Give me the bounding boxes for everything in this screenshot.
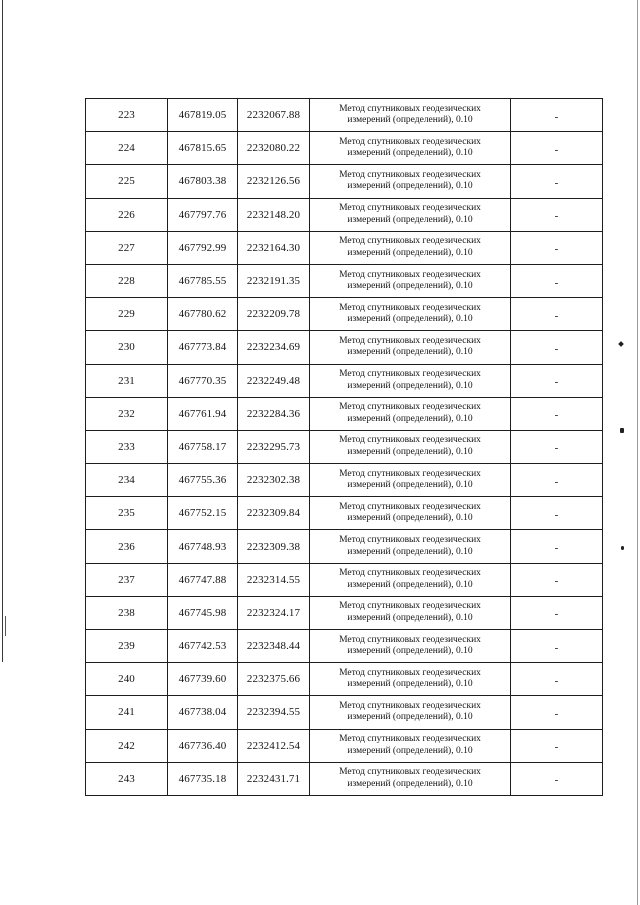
table-row	[86, 331, 603, 364]
method-cell	[310, 397, 511, 430]
table-row	[86, 99, 603, 132]
y-coordinate-cell: 2232234.69	[238, 331, 310, 364]
x-coordinate-cell: 467770.35	[168, 364, 238, 397]
method-text-line: измерений (определений), 0.10	[347, 745, 473, 756]
method-cell	[310, 264, 511, 297]
note-cell: -	[511, 165, 603, 198]
x-coordinate-cell: 467792.99	[168, 231, 238, 264]
y-coordinate-cell: 2232302.38	[238, 464, 310, 497]
y-coordinate-cell: 2232314.55	[238, 563, 310, 596]
y-coordinate-cell: 2232080.22	[238, 132, 310, 165]
method-text-line: Метод спутниковых геодезических	[339, 501, 481, 512]
x-coordinate-cell: 467745.98	[168, 596, 238, 629]
table-row	[86, 397, 603, 430]
x-coordinate-cell: 467780.62	[168, 298, 238, 331]
method-text-line: Метод спутниковых геодезических	[339, 601, 481, 612]
coordinates-table	[85, 98, 603, 796]
method-text-line: Метод спутниковых геодезических	[339, 435, 481, 446]
method-cell	[310, 762, 511, 795]
method-text-line: измерений (определений), 0.10	[347, 579, 473, 590]
note-cell: -	[511, 231, 603, 264]
y-coordinate-cell: 2232191.35	[238, 264, 310, 297]
point-number-cell: 240	[86, 663, 168, 696]
method-text-line: измерений (определений), 0.10	[347, 778, 473, 789]
y-coordinate-cell: 2232394.55	[238, 696, 310, 729]
x-coordinate-cell: 467803.38	[168, 165, 238, 198]
y-coordinate-cell: 2232348.44	[238, 630, 310, 663]
method-cell	[310, 663, 511, 696]
note-cell: -	[511, 663, 603, 696]
scan-artifact-left-line	[2, 0, 3, 662]
y-coordinate-cell: 2232309.38	[238, 530, 310, 563]
scan-artifact-mark	[620, 428, 624, 433]
method-cell	[310, 530, 511, 563]
method-cell	[310, 630, 511, 663]
x-coordinate-cell: 467739.60	[168, 663, 238, 696]
method-text-line: измерений (определений), 0.10	[347, 347, 473, 358]
coordinates-table-body	[86, 99, 603, 796]
method-text-line: измерений (определений), 0.10	[347, 480, 473, 491]
method-text-line: Метод спутниковых геодезических	[339, 302, 481, 313]
x-coordinate-cell: 467819.05	[168, 99, 238, 132]
note-cell: -	[511, 364, 603, 397]
method-text-line: Метод спутниковых геодезических	[339, 203, 481, 214]
method-text-line: Метод спутниковых геодезических	[339, 369, 481, 380]
x-coordinate-cell: 467815.65	[168, 132, 238, 165]
method-text-line: Метод спутниковых геодезических	[339, 634, 481, 645]
x-coordinate-cell: 467755.36	[168, 464, 238, 497]
method-cell	[310, 696, 511, 729]
table-row	[86, 630, 603, 663]
method-text-line: измерений (определений), 0.10	[347, 546, 473, 557]
point-number-cell: 226	[86, 198, 168, 231]
point-number-cell: 231	[86, 364, 168, 397]
x-coordinate-cell: 467752.15	[168, 497, 238, 530]
method-cell	[310, 596, 511, 629]
method-text-line: Метод спутниковых геодезических	[339, 335, 481, 346]
table-row	[86, 165, 603, 198]
point-number-cell: 233	[86, 430, 168, 463]
x-coordinate-cell: 467742.53	[168, 630, 238, 663]
note-cell: -	[511, 132, 603, 165]
point-number-cell: 242	[86, 729, 168, 762]
point-number-cell: 227	[86, 231, 168, 264]
method-text-line: измерений (определений), 0.10	[347, 446, 473, 457]
table-row	[86, 464, 603, 497]
x-coordinate-cell: 467785.55	[168, 264, 238, 297]
y-coordinate-cell: 2232295.73	[238, 430, 310, 463]
x-coordinate-cell: 467758.17	[168, 430, 238, 463]
y-coordinate-cell: 2232412.54	[238, 729, 310, 762]
table-row	[86, 729, 603, 762]
point-number-cell: 236	[86, 530, 168, 563]
y-coordinate-cell: 2232431.71	[238, 762, 310, 795]
point-number-cell: 235	[86, 497, 168, 530]
x-coordinate-cell: 467797.76	[168, 198, 238, 231]
method-text-line: измерений (определений), 0.10	[347, 281, 473, 292]
method-cell	[310, 729, 511, 762]
y-coordinate-cell: 2232324.17	[238, 596, 310, 629]
method-text-line: измерений (определений), 0.10	[347, 712, 473, 723]
note-cell: -	[511, 464, 603, 497]
y-coordinate-cell: 2232164.30	[238, 231, 310, 264]
x-coordinate-cell: 467773.84	[168, 331, 238, 364]
point-number-cell: 239	[86, 630, 168, 663]
y-coordinate-cell: 2232284.36	[238, 397, 310, 430]
note-cell: -	[511, 729, 603, 762]
table-row	[86, 663, 603, 696]
table-row	[86, 132, 603, 165]
scan-artifact-mark	[618, 341, 624, 347]
method-text-line: Метод спутниковых геодезических	[339, 667, 481, 678]
note-cell: -	[511, 264, 603, 297]
point-number-cell: 234	[86, 464, 168, 497]
method-text-line: Метод спутниковых геодезических	[339, 535, 481, 546]
method-text-line: измерений (определений), 0.10	[347, 148, 473, 159]
method-cell	[310, 132, 511, 165]
method-text-line: измерений (определений), 0.10	[347, 214, 473, 225]
table-row	[86, 762, 603, 795]
table-row	[86, 563, 603, 596]
y-coordinate-cell: 2232148.20	[238, 198, 310, 231]
point-number-cell: 237	[86, 563, 168, 596]
x-coordinate-cell: 467761.94	[168, 397, 238, 430]
point-number-cell: 223	[86, 99, 168, 132]
table-row	[86, 264, 603, 297]
method-text-line: Метод спутниковых геодезических	[339, 734, 481, 745]
method-text-line: Метод спутниковых геодезических	[339, 136, 481, 147]
y-coordinate-cell: 2232309.84	[238, 497, 310, 530]
point-number-cell: 243	[86, 762, 168, 795]
method-cell	[310, 231, 511, 264]
y-coordinate-cell: 2232209.78	[238, 298, 310, 331]
method-text-line: Метод спутниковых геодезических	[339, 236, 481, 247]
method-text-line: измерений (определений), 0.10	[347, 115, 473, 126]
note-cell: -	[511, 596, 603, 629]
method-text-line: Метод спутниковых геодезических	[339, 169, 481, 180]
note-cell: -	[511, 696, 603, 729]
note-cell: -	[511, 497, 603, 530]
note-cell: -	[511, 99, 603, 132]
note-cell: -	[511, 430, 603, 463]
table-row	[86, 696, 603, 729]
note-cell: -	[511, 331, 603, 364]
method-cell	[310, 165, 511, 198]
scan-artifact-mark	[621, 546, 624, 550]
method-text-line: измерений (определений), 0.10	[347, 646, 473, 657]
method-text-line: Метод спутниковых геодезических	[339, 767, 481, 778]
method-text-line: Метод спутниковых геодезических	[339, 103, 481, 114]
point-number-cell: 241	[86, 696, 168, 729]
method-text-line: измерений (определений), 0.10	[347, 380, 473, 391]
table-row	[86, 430, 603, 463]
method-text-line: измерений (определений), 0.10	[347, 413, 473, 424]
x-coordinate-cell: 467738.04	[168, 696, 238, 729]
method-text-line: измерений (определений), 0.10	[347, 513, 473, 524]
note-cell: -	[511, 397, 603, 430]
note-cell: -	[511, 630, 603, 663]
note-cell: -	[511, 762, 603, 795]
table-row	[86, 198, 603, 231]
method-text-line: Метод спутниковых геодезических	[339, 269, 481, 280]
note-cell: -	[511, 298, 603, 331]
table-row	[86, 364, 603, 397]
scan-artifact-right-edge	[637, 0, 638, 905]
table-row	[86, 596, 603, 629]
table-row	[86, 298, 603, 331]
y-coordinate-cell: 2232249.48	[238, 364, 310, 397]
method-cell	[310, 430, 511, 463]
method-cell	[310, 497, 511, 530]
x-coordinate-cell: 467736.40	[168, 729, 238, 762]
point-number-cell: 230	[86, 331, 168, 364]
point-number-cell: 232	[86, 397, 168, 430]
method-cell	[310, 563, 511, 596]
note-cell: -	[511, 530, 603, 563]
method-text-line: измерений (определений), 0.10	[347, 314, 473, 325]
method-cell	[310, 331, 511, 364]
method-text-line: измерений (определений), 0.10	[347, 247, 473, 258]
note-cell: -	[511, 198, 603, 231]
method-cell	[310, 99, 511, 132]
method-text-line: измерений (определений), 0.10	[347, 181, 473, 192]
scan-artifact-left-mark	[5, 616, 6, 636]
table-row	[86, 231, 603, 264]
point-number-cell: 238	[86, 596, 168, 629]
method-text-line: Метод спутниковых геодезических	[339, 700, 481, 711]
x-coordinate-cell: 467748.93	[168, 530, 238, 563]
method-cell	[310, 298, 511, 331]
method-text-line: измерений (определений), 0.10	[347, 679, 473, 690]
point-number-cell: 229	[86, 298, 168, 331]
y-coordinate-cell: 2232126.56	[238, 165, 310, 198]
method-text-line: Метод спутниковых геодезических	[339, 468, 481, 479]
table-row	[86, 530, 603, 563]
method-cell	[310, 464, 511, 497]
x-coordinate-cell: 467747.88	[168, 563, 238, 596]
y-coordinate-cell: 2232067.88	[238, 99, 310, 132]
table-row	[86, 497, 603, 530]
method-text-line: Метод спутниковых геодезических	[339, 402, 481, 413]
point-number-cell: 228	[86, 264, 168, 297]
point-number-cell: 224	[86, 132, 168, 165]
method-cell	[310, 198, 511, 231]
note-cell: -	[511, 563, 603, 596]
x-coordinate-cell: 467735.18	[168, 762, 238, 795]
point-number-cell: 225	[86, 165, 168, 198]
method-text-line: Метод спутниковых геодезических	[339, 568, 481, 579]
method-text-line: измерений (определений), 0.10	[347, 612, 473, 623]
method-cell	[310, 364, 511, 397]
y-coordinate-cell: 2232375.66	[238, 663, 310, 696]
